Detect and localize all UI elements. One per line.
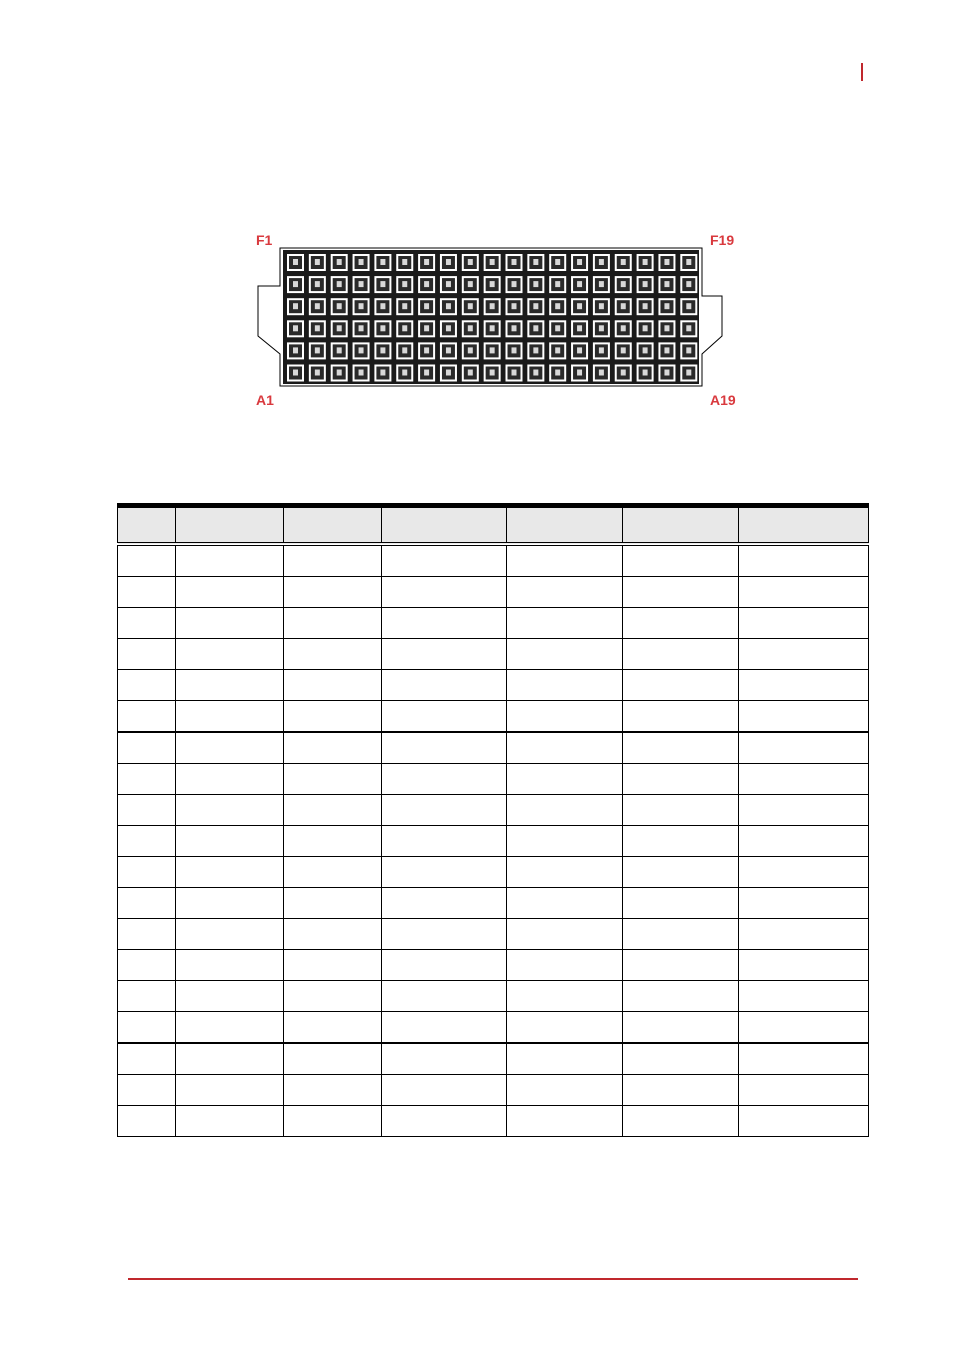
header-accent-mark	[861, 63, 863, 81]
table-cell	[507, 544, 623, 577]
connector-pin	[484, 342, 501, 359]
table-cell	[176, 701, 284, 733]
table-cell	[382, 950, 507, 981]
connector-pin	[374, 254, 391, 271]
connector-pin	[396, 342, 413, 359]
connector-pin	[506, 342, 523, 359]
connector-pin	[549, 320, 566, 337]
table-row	[118, 1012, 869, 1044]
table-cell	[176, 795, 284, 826]
table-cell	[739, 670, 869, 701]
header-cell	[382, 506, 507, 545]
table-cell	[382, 981, 507, 1012]
table-cell	[623, 919, 739, 950]
table-cell	[507, 950, 623, 981]
connector-pin	[396, 276, 413, 293]
table-cell	[284, 1012, 382, 1044]
table-cell	[623, 608, 739, 639]
table-row	[118, 1106, 869, 1137]
connector-pin	[418, 276, 435, 293]
table-cell	[507, 795, 623, 826]
connector-pin	[331, 276, 348, 293]
table-cell	[176, 1043, 284, 1075]
connector-pin	[637, 298, 654, 315]
connector-pin	[440, 254, 457, 271]
connector-pin	[331, 320, 348, 337]
connector-pin	[440, 365, 457, 382]
connector-pin	[418, 342, 435, 359]
header-cell	[176, 506, 284, 545]
table-cell	[739, 764, 869, 795]
connector-pin	[680, 342, 697, 359]
connector-pin	[680, 298, 697, 315]
table-cell	[118, 1012, 176, 1044]
table-cell	[118, 826, 176, 857]
table-cell	[623, 795, 739, 826]
table-cell	[176, 888, 284, 919]
table-cell	[739, 1075, 869, 1106]
connector-pin	[527, 298, 544, 315]
table-cell	[623, 764, 739, 795]
table-cell	[382, 1075, 507, 1106]
connector-pin	[484, 276, 501, 293]
table-cell	[118, 608, 176, 639]
connector-pin	[396, 365, 413, 382]
connector-pin	[462, 254, 479, 271]
connector-pin	[287, 276, 304, 293]
table-header-row	[118, 506, 869, 545]
table-cell	[284, 1043, 382, 1075]
table-cell	[739, 1106, 869, 1137]
connector-pin	[440, 320, 457, 337]
connector-pin	[462, 320, 479, 337]
table-cell	[623, 670, 739, 701]
table-cell	[382, 732, 507, 764]
connector-pin	[680, 320, 697, 337]
table-cell	[284, 577, 382, 608]
connector-pin	[658, 276, 675, 293]
connector-pin	[484, 365, 501, 382]
table-cell	[118, 950, 176, 981]
table-cell	[507, 701, 623, 733]
table-cell	[623, 888, 739, 919]
table-cell	[118, 670, 176, 701]
table-cell	[284, 888, 382, 919]
connector-pin	[353, 298, 370, 315]
connector-pin	[331, 365, 348, 382]
connector-pin	[549, 254, 566, 271]
connector-pin	[331, 254, 348, 271]
table-cell	[507, 577, 623, 608]
table-cell	[176, 544, 284, 577]
connector-pin	[374, 342, 391, 359]
connector-pin	[287, 320, 304, 337]
header-cell	[739, 506, 869, 545]
connector-pin	[571, 254, 588, 271]
connector-pin	[331, 342, 348, 359]
table-cell	[118, 1043, 176, 1075]
connector-pin	[549, 365, 566, 382]
pin-label-f1: F1	[256, 232, 273, 248]
table-cell	[739, 981, 869, 1012]
connector-pin	[418, 298, 435, 315]
table-cell	[118, 795, 176, 826]
connector-pin	[396, 320, 413, 337]
table-cell	[623, 1043, 739, 1075]
table-cell	[284, 670, 382, 701]
table-cell	[623, 544, 739, 577]
table-cell	[507, 1106, 623, 1137]
table-row	[118, 919, 869, 950]
connector-pin	[353, 276, 370, 293]
connector-pin	[658, 320, 675, 337]
table-cell	[739, 950, 869, 981]
table-cell	[284, 981, 382, 1012]
table-cell	[623, 981, 739, 1012]
table-row	[118, 701, 869, 733]
table-cell	[739, 826, 869, 857]
connector-pin	[637, 276, 654, 293]
table-cell	[176, 639, 284, 670]
table-cell	[623, 639, 739, 670]
table-cell	[176, 1012, 284, 1044]
connector-pin	[309, 276, 326, 293]
connector-pin	[353, 342, 370, 359]
table-cell	[739, 795, 869, 826]
table-row	[118, 764, 869, 795]
table-cell	[739, 888, 869, 919]
header-cell	[623, 506, 739, 545]
connector-pin	[549, 276, 566, 293]
connector-pin	[484, 298, 501, 315]
table-cell	[118, 732, 176, 764]
table-cell	[382, 639, 507, 670]
table-cell	[284, 639, 382, 670]
table-cell	[382, 577, 507, 608]
table-cell	[284, 857, 382, 888]
connector-pin	[637, 254, 654, 271]
table-cell	[382, 544, 507, 577]
table-cell	[118, 888, 176, 919]
table-cell	[507, 732, 623, 764]
table-cell	[176, 732, 284, 764]
connector-pin	[527, 254, 544, 271]
table-row	[118, 1043, 869, 1075]
connector-pin	[658, 298, 675, 315]
table-cell	[382, 1043, 507, 1075]
table-cell	[739, 639, 869, 670]
connector-pin	[549, 342, 566, 359]
connector-pin	[527, 342, 544, 359]
table-cell	[176, 981, 284, 1012]
header-cell	[118, 506, 176, 545]
connector-pin	[615, 298, 632, 315]
table-cell	[284, 701, 382, 733]
table-row	[118, 577, 869, 608]
table-cell	[739, 577, 869, 608]
connector-pin	[374, 276, 391, 293]
table-cell	[284, 919, 382, 950]
connector-pin	[353, 365, 370, 382]
table-cell	[739, 608, 869, 639]
connector-pin	[527, 320, 544, 337]
table-cell	[118, 764, 176, 795]
connector-pin	[593, 365, 610, 382]
connector-pin	[571, 276, 588, 293]
table-row	[118, 826, 869, 857]
connector-pin	[506, 276, 523, 293]
table-cell	[284, 826, 382, 857]
table-cell	[176, 670, 284, 701]
table-cell	[739, 544, 869, 577]
table-cell	[382, 701, 507, 733]
connector-pin	[309, 254, 326, 271]
table-cell	[382, 1012, 507, 1044]
table-cell	[176, 764, 284, 795]
connector-pin	[593, 342, 610, 359]
table-cell	[118, 919, 176, 950]
connector-pin	[418, 365, 435, 382]
connector-pin	[680, 365, 697, 382]
table-row	[118, 888, 869, 919]
table-cell	[284, 1106, 382, 1137]
connector-pin	[462, 365, 479, 382]
table-cell	[118, 1106, 176, 1137]
connector-pin	[506, 298, 523, 315]
connector-pin	[680, 254, 697, 271]
table-row	[118, 544, 869, 577]
connector-pin	[418, 254, 435, 271]
table-cell	[176, 1106, 284, 1137]
connector-pin	[484, 320, 501, 337]
table-cell	[507, 608, 623, 639]
table-cell	[118, 1075, 176, 1106]
connector-pin	[374, 320, 391, 337]
table-cell	[623, 1106, 739, 1137]
table-cell	[623, 577, 739, 608]
connector-pin	[593, 276, 610, 293]
connector-pin	[462, 276, 479, 293]
connector-pin	[658, 254, 675, 271]
connector-pin	[287, 342, 304, 359]
table-row	[118, 670, 869, 701]
connector-pin	[637, 342, 654, 359]
table-cell	[739, 701, 869, 733]
footer-rule	[128, 1278, 858, 1280]
connector-pin	[484, 254, 501, 271]
table-cell	[507, 919, 623, 950]
table-cell	[507, 639, 623, 670]
connector-pin	[440, 342, 457, 359]
connector-pin	[549, 298, 566, 315]
connector-pin	[396, 298, 413, 315]
table-cell	[623, 1012, 739, 1044]
pin-label-a1: A1	[256, 392, 274, 408]
connector-diagram	[254, 244, 728, 392]
table-cell	[507, 670, 623, 701]
connector-pin	[527, 276, 544, 293]
table-cell	[176, 1075, 284, 1106]
table-cell	[176, 950, 284, 981]
connector-pin	[658, 342, 675, 359]
table-cell	[284, 795, 382, 826]
connector-pin	[680, 276, 697, 293]
table-cell	[382, 764, 507, 795]
table-cell	[382, 670, 507, 701]
connector-pin	[396, 254, 413, 271]
table-cell	[623, 732, 739, 764]
table-cell	[382, 608, 507, 639]
table-cell	[382, 1106, 507, 1137]
connector-pin	[353, 254, 370, 271]
connector-pin	[637, 365, 654, 382]
table-row	[118, 608, 869, 639]
table-row	[118, 857, 869, 888]
header-cell	[284, 506, 382, 545]
connector-pin	[658, 365, 675, 382]
connector-pin	[353, 320, 370, 337]
table-cell	[176, 608, 284, 639]
table-cell	[382, 888, 507, 919]
table-row	[118, 732, 869, 764]
table-cell	[176, 577, 284, 608]
pin-assignment-table	[117, 503, 869, 1137]
table-cell	[118, 981, 176, 1012]
table-row	[118, 639, 869, 670]
connector-pin	[615, 365, 632, 382]
table-cell	[284, 764, 382, 795]
connector-pin	[309, 342, 326, 359]
connector-pin	[462, 342, 479, 359]
table-cell	[739, 1012, 869, 1044]
connector-pin	[287, 365, 304, 382]
connector-pin	[615, 342, 632, 359]
connector-pin	[637, 320, 654, 337]
connector-pin	[571, 365, 588, 382]
table-cell	[118, 544, 176, 577]
table-row	[118, 1075, 869, 1106]
connector-pin	[593, 298, 610, 315]
connector-pin	[440, 298, 457, 315]
table-cell	[284, 1075, 382, 1106]
connector-pin	[374, 298, 391, 315]
table-cell	[623, 826, 739, 857]
connector-pin	[593, 320, 610, 337]
connector-pin	[527, 365, 544, 382]
pin-label-a19: A19	[710, 392, 736, 408]
connector-pin	[571, 342, 588, 359]
table-cell	[382, 857, 507, 888]
connector-pin	[571, 298, 588, 315]
table-cell	[176, 826, 284, 857]
table-cell	[284, 608, 382, 639]
table-cell	[118, 701, 176, 733]
connector-pin	[506, 365, 523, 382]
table-cell	[739, 1043, 869, 1075]
table-cell	[382, 919, 507, 950]
pin-label-f19: F19	[710, 232, 735, 248]
table-row	[118, 981, 869, 1012]
connector-pin	[331, 298, 348, 315]
table-cell	[507, 888, 623, 919]
connector-pin	[309, 365, 326, 382]
table-cell	[284, 950, 382, 981]
connector-pin	[287, 298, 304, 315]
table-cell	[118, 577, 176, 608]
connector-pin	[615, 276, 632, 293]
table-row	[118, 795, 869, 826]
table-cell	[739, 857, 869, 888]
connector-pin	[506, 320, 523, 337]
table-cell	[739, 919, 869, 950]
table-cell	[284, 544, 382, 577]
table-cell	[623, 1075, 739, 1106]
header-cell	[507, 506, 623, 545]
table-cell	[176, 857, 284, 888]
table-cell	[507, 1012, 623, 1044]
table-cell	[623, 701, 739, 733]
table-cell	[284, 732, 382, 764]
table-cell	[739, 732, 869, 764]
table-cell	[382, 826, 507, 857]
connector-pin	[440, 276, 457, 293]
connector-pin	[593, 254, 610, 271]
connector-pin	[615, 254, 632, 271]
table-cell	[118, 639, 176, 670]
table-cell	[507, 1043, 623, 1075]
table-cell	[382, 795, 507, 826]
table-cell	[118, 857, 176, 888]
connector-pin	[309, 320, 326, 337]
table-cell	[623, 950, 739, 981]
table-cell	[507, 826, 623, 857]
connector-pin	[462, 298, 479, 315]
connector-pin	[615, 320, 632, 337]
connector-pin	[571, 320, 588, 337]
connector-pin	[506, 254, 523, 271]
table-cell	[507, 764, 623, 795]
table-cell	[507, 1075, 623, 1106]
connector-pin	[287, 254, 304, 271]
connector-pin	[418, 320, 435, 337]
table-cell	[623, 857, 739, 888]
connector-pin	[309, 298, 326, 315]
table-row	[118, 950, 869, 981]
table-cell	[507, 857, 623, 888]
table-cell	[507, 981, 623, 1012]
table-cell	[176, 919, 284, 950]
connector-pin	[374, 365, 391, 382]
